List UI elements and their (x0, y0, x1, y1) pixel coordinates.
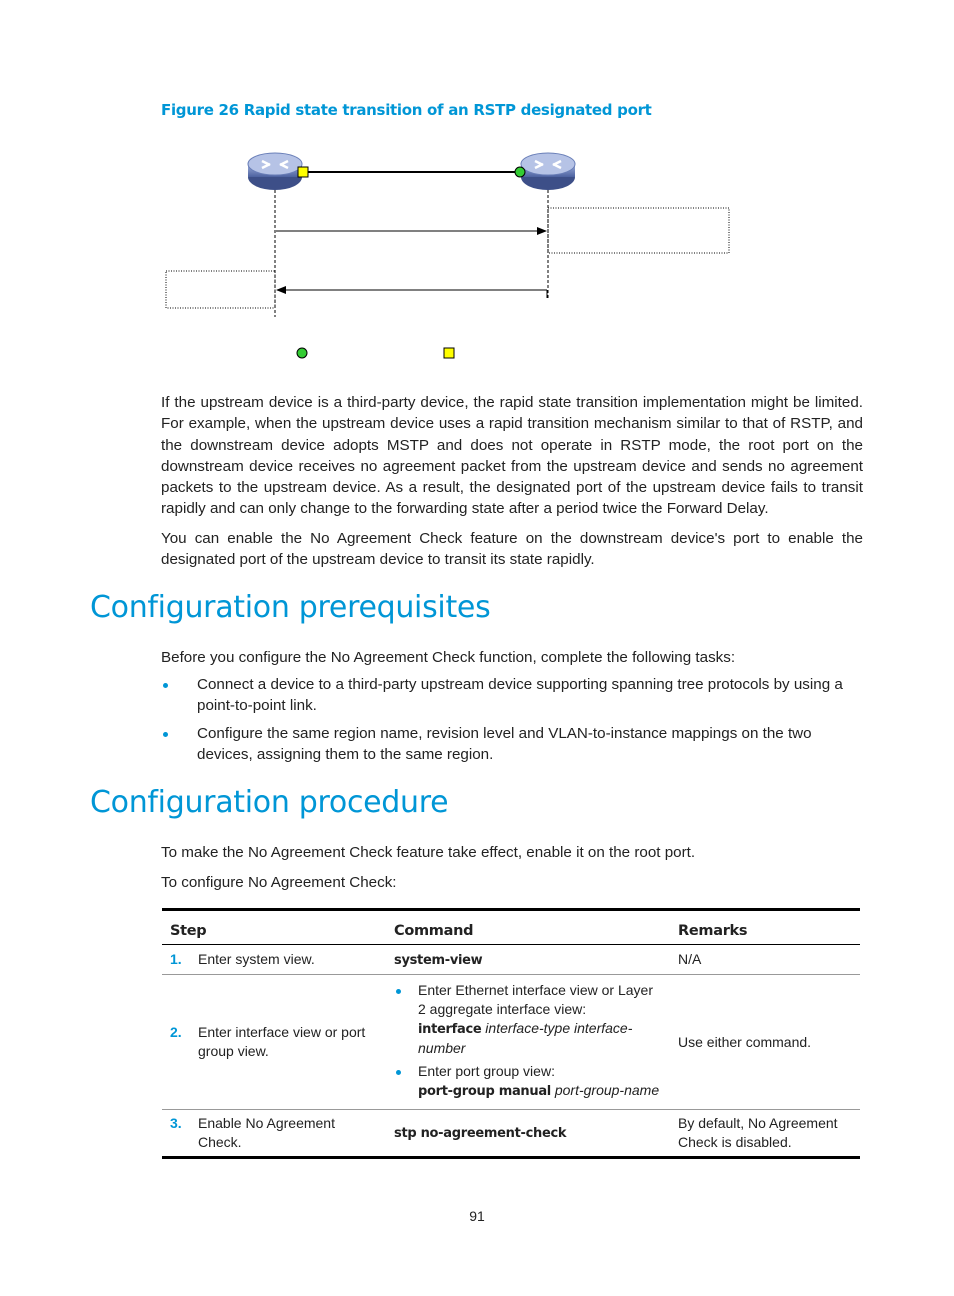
body-paragraph: To make the No Agreement Check feature take effect, enable it on the root port. (161, 844, 696, 861)
list-item: Enter port group view: port-group manual port-group-name (394, 1062, 662, 1101)
section-heading: Configuration prerequisites (90, 590, 491, 625)
remarks-text: N/A (670, 945, 860, 975)
upstream-device-icon (248, 153, 302, 190)
command-options (394, 981, 662, 1101)
upstream-note-box (166, 271, 275, 308)
column-header: Step (162, 910, 386, 945)
root-port-icon (515, 167, 525, 177)
step-text: Enable No Agreement Check. (198, 1115, 335, 1150)
legend-root-port-icon (297, 348, 307, 358)
downstream-device-icon (521, 153, 575, 190)
table-row (162, 975, 860, 1110)
step-number: 2. (170, 1024, 182, 1040)
column-header: Remarks (670, 910, 860, 945)
body-paragraph: If the upstream device is a third-party device, the rapid state transition implementation might be limited. For example, when the upstream device uses a rapid transition mechanism similar to that of RSTP, and the downstream device adopts MSTP and does not operate in RSTP mode, the root port on the downstream device receives no agreement packet from the upstream device and sends no agreement packets to the upstream device. As a result, the designated port of the upstream device fails to transit rapidly and can only change to the forwarding state after a period twice the Forward Delay. (161, 394, 863, 518)
body-paragraph: Before you configure the No Agreement Check function, complete the following tasks: (161, 649, 736, 666)
remarks-text: By default, No Agreement Check is disabled. (670, 1110, 860, 1158)
designated-port-icon (298, 167, 308, 177)
step-text: Enter interface view or port group view. (198, 1024, 366, 1059)
figure-caption: Figure 26 Rapid state transition of an RSTP designated port (161, 101, 652, 119)
command-text: system-view (394, 952, 483, 968)
downstream-note-box (548, 208, 729, 253)
body-paragraph: To configure No Agreement Check: (161, 874, 397, 891)
table-row (162, 1110, 860, 1158)
legend-designated-port-icon (444, 348, 454, 358)
config-table (162, 908, 860, 1159)
table-row (162, 945, 860, 975)
list-item: Configure the same region name, revision level and VLAN-to-instance mappings on the two devices, assigning them to the same region. (161, 723, 868, 766)
table-header-row (162, 910, 860, 945)
list-item: Connect a device to a third-party upstream device supporting spanning tree protocols by using a point-to-point link. (161, 674, 868, 717)
page-number: 91 (469, 1208, 485, 1224)
bullet-icon (396, 1070, 401, 1075)
bullet-icon (163, 732, 168, 737)
bullet-icon (396, 989, 401, 994)
section-heading: Configuration procedure (90, 785, 449, 820)
column-header: Command (386, 910, 670, 945)
bullet-list (161, 674, 868, 771)
command-text: stp no-agreement-check (394, 1126, 567, 1141)
list-item: Enter Ethernet interface view or Layer 2 aggregate interface view: interface interface-type interface-number (394, 981, 662, 1058)
body-paragraph: You can enable the No Agreement Check feature on the downstream device's port to enable the designated port of the upstream device to transit its state rapidly. (161, 530, 863, 569)
remarks-text: Use either command. (670, 975, 860, 1110)
step-text: Enter system view. (198, 951, 315, 967)
step-number: 3. (170, 1115, 182, 1131)
step-number: 1. (170, 951, 182, 967)
bullet-icon (163, 683, 168, 688)
rstp-transition-figure (0, 140, 954, 370)
